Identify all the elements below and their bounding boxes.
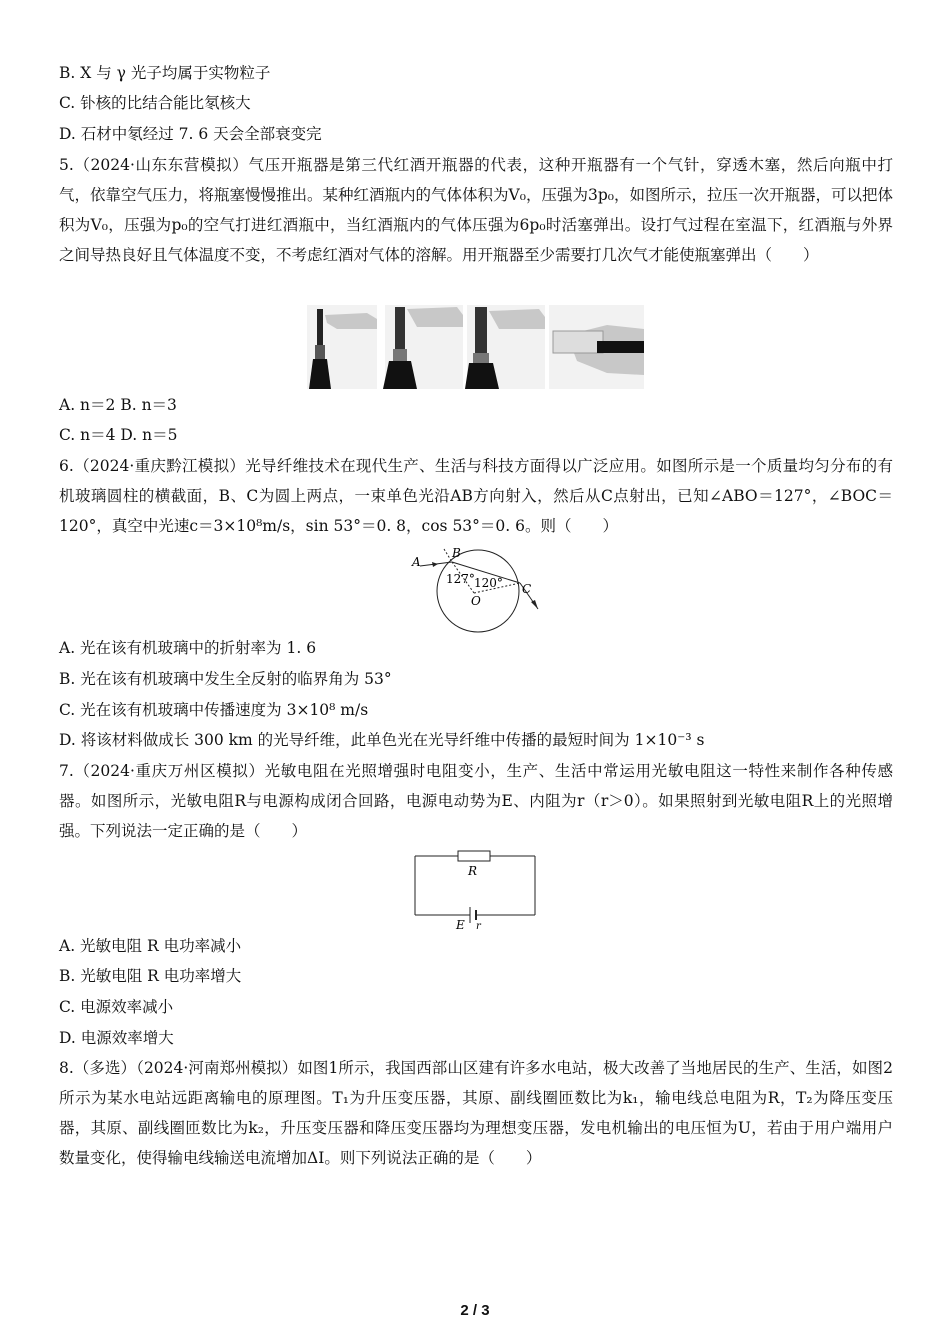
circuit-diagram: [410, 847, 540, 937]
wine-opener-photos: [307, 305, 644, 389]
q6-option-c: C. 光在该有机玻璃中传播速度为 3×10⁸ m/s: [59, 701, 369, 719]
q6-option-a: A. 光在该有机玻璃中的折射率为 1. 6: [59, 639, 317, 657]
photo-1: [307, 305, 377, 389]
question-7: [59, 756, 893, 846]
q6-option-d: D. 将该材料做成长 300 km 的光导纤维，此单色光在光导纤维中传播的最短时间为 1×10⁻³ s: [59, 731, 705, 749]
q7-text: 光敏电阻在光照增强时电阻变小，生产、生活中常运用光敏电阻这一特性来制作各种传感器。如图所示，光敏电阻R与电源构成闭合回路，电源电动势为E、内阻为r（r＞0）。如果照射到光敏电阻R上的光照增强。下列说法一定正确的是（ ）: [59, 762, 893, 840]
internal-resistance-label: r: [476, 921, 481, 932]
q7-option-d: D. 电源效率增大: [59, 1029, 174, 1047]
photo-2: [383, 305, 463, 389]
point-c-label: C: [522, 582, 532, 596]
q8-number: 8.: [59, 1059, 74, 1077]
point-b-label: B: [452, 546, 461, 560]
option-c-top: C. 钋核的比结合能比氡核大: [59, 94, 251, 112]
q5-options-cd: C. n＝4 D. n＝5: [59, 426, 178, 444]
photo-4: [549, 305, 644, 389]
q6-text: 光导纤维技术在现代生产、生活与科技方面得以广泛应用。如图所示是一个质量均匀分布的有机玻璃圆柱的横截面，B、C为圆上两点，一束单色光沿AB方向射入，然后从C点射出，已知∠ABO＝127°，∠BOC＝120°，真空中光速c＝3×10⁸m/s，sin 53°＝0. 8，cos 53°＝0. 6。则（ ）: [59, 457, 893, 535]
q7-option-c: C. 电源效率减小: [59, 998, 174, 1016]
photoresistor-r: [458, 851, 490, 861]
optical-fiber-diagram: [408, 545, 548, 635]
question-5: [59, 150, 893, 270]
photo-3: [465, 305, 545, 389]
question-6: [59, 451, 893, 541]
q5-text: 气压开瓶器是第三代红酒开瓶器的代表，这种开瓶器有一个气针，穿透木塞，然后向瓶中打气，依靠空气压力，将瓶塞慢慢推出。某种红酒瓶内的气体体积为V₀，压强为3p₀，如图所示，拉压一次开瓶器，可以把体积为V₀，压强为p₀的空气打进红酒瓶中，当红酒瓶内的气体压强为6p₀时活塞弹出。设打气过程在室温下，红酒瓶与外界之间导热良好且气体温度不变，不考虑红酒对气体的溶解。用开瓶器至少需要打几次气才能使瓶塞弹出（ ）: [59, 156, 893, 264]
q7-source: 7.（2024·重庆万州区模拟）: [59, 762, 265, 780]
resistor-label: R: [468, 864, 478, 878]
point-o-label: O: [471, 594, 481, 608]
q8-multi-tag: （多选）: [73, 1059, 137, 1077]
q7-option-b: B. 光敏电阻 R 电功率增大: [59, 967, 242, 985]
q6-option-b: B. 光在该有机玻璃中发生全反射的临界角为 53°: [59, 670, 392, 688]
q7-option-a: A. 光敏电阻 R 电功率减小: [59, 937, 242, 955]
angle-127-label: 127°: [446, 572, 475, 586]
q8-source: （2024·河南郑州模拟）: [136, 1059, 298, 1077]
emf-label: E: [456, 918, 465, 932]
q5-options-ab: A. n＝2 B. n＝3: [59, 396, 177, 414]
q6-source: 6.（2024·重庆黔江模拟）: [59, 457, 246, 475]
q5-source: 5.（2024·山东东营模拟）: [59, 156, 249, 174]
point-a-label: A: [412, 555, 421, 569]
option-d-top: D. 石材中氡经过 7. 6 天会全部衰变完: [59, 125, 322, 143]
angle-120-label: 120°: [474, 576, 503, 590]
question-8: [59, 1053, 893, 1173]
q8-text: 如图1所示，我国西部山区建有许多水电站，极大改善了当地居民的生产、生活，如图2所示为某水电站远距离输电的原理图。T₁为升压变压器，其原、副线圈匝数比为k₁，输电线总电阻为R，T₂为降压变压器，其原、副线圈匝数比为k₂，升压变压器和降压变压器均为理想变压器，发电机输出的电压恒为U，若由于用户端用户数量变化，使得输电线输送电流增加ΔI。则下列说法正确的是（ ）: [59, 1059, 893, 1167]
page-number: 2 / 3: [460, 1302, 490, 1319]
option-b-top: B. X 与 γ 光子均属于实物粒子: [59, 64, 271, 82]
